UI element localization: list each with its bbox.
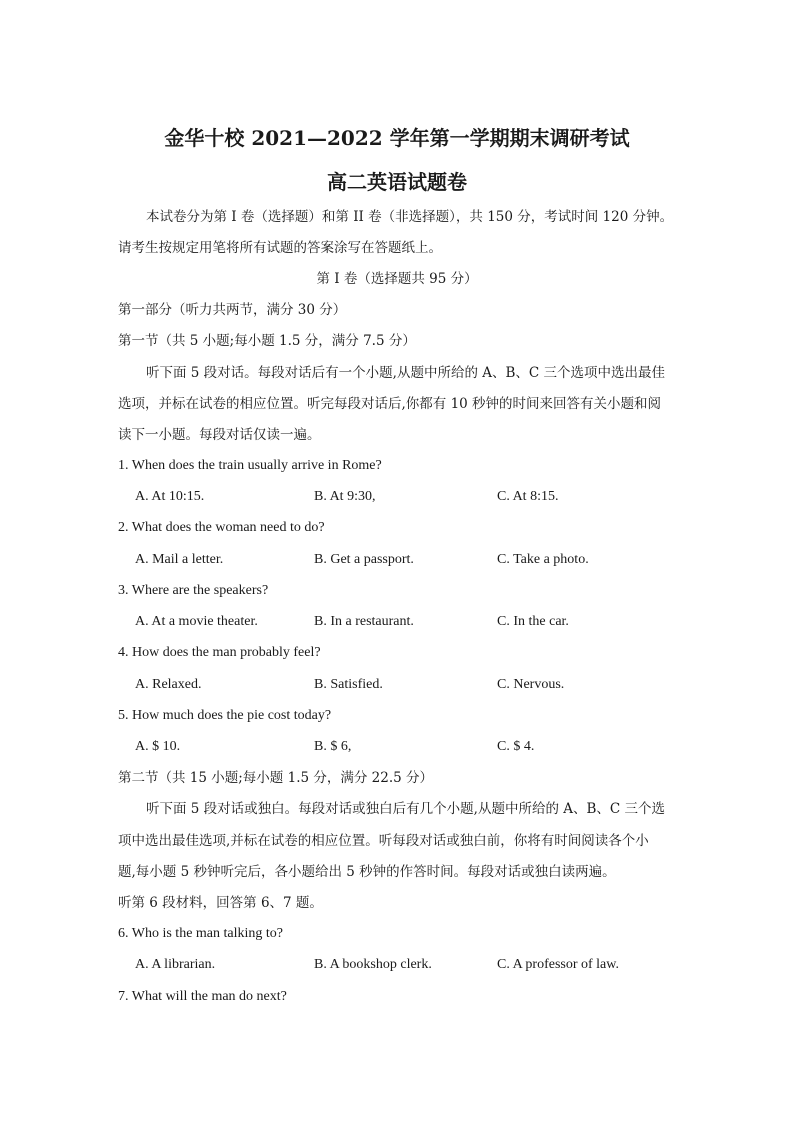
option-a: A. At a movie theater.: [135, 614, 258, 629]
option-c: C. A professor of law.: [497, 957, 619, 972]
option-c: C. $ 4.: [497, 739, 535, 754]
option-a: A. A librarian.: [135, 957, 216, 972]
section2-heading: 第二节（共 15 小题;每小题 1.5 分，满分 22.5 分）: [118, 770, 434, 786]
exam-title: 金华十校 2021—2022 学年第一学期期末调研考试: [164, 126, 630, 150]
option-b: B. In a restaurant.: [314, 614, 414, 629]
option-b: B. $ 6,: [314, 739, 352, 754]
section1-instruction-2: 选项，并标在试卷的相应位置。听完每段对话后,你都有 10 秒钟的时间来回答有关小题和阅: [118, 396, 662, 412]
option-a: A. Relaxed.: [135, 677, 202, 692]
question-stem: 4. How does the man probably feel?: [118, 645, 321, 660]
section2-instruction-3: 题,每小题 5 秒钟听完后，各小题给出 5 秒钟的作答时间。每段对话或独白读两遍。: [118, 864, 616, 880]
option-b: B. A bookshop clerk.: [314, 957, 432, 972]
question-stem: 7. What will the man do next?: [118, 989, 287, 1004]
exam-subtitle: 高二英语试题卷: [327, 170, 467, 194]
material-note: 听第 6 段材料，回答第 6、7 题。: [118, 895, 323, 911]
section2-instruction-1: 听下面 5 段对话或独白。每段对话或独白后有几个小题,从题中所给的 A、B、C 三个选: [146, 801, 666, 817]
option-a: A. At 10:15.: [135, 489, 205, 504]
section2-instruction-2: 项中选出最佳选项,并标在试卷的相应位置。听每段对话或独白前，你将有时间阅读各个小: [118, 833, 649, 849]
question-stem: 5. How much does the pie cost today?: [118, 708, 332, 723]
part1-heading: 第一部分（听力共两节，满分 30 分）: [118, 302, 347, 318]
option-c: C. At 8:15.: [497, 489, 559, 504]
option-b: B. Get a passport.: [314, 552, 414, 567]
section1-instruction-1: 听下面 5 段对话。每段对话后有一个小题,从题中所给的 A、B、C 三个选项中选出最佳: [146, 365, 666, 381]
question-stem: 6. Who is the man talking to?: [118, 926, 283, 941]
intro-line-1: 本试卷分为第 I 卷（选择题）和第 II 卷（非选择题），共 150 分，考试时间 120 分钟。: [146, 209, 674, 225]
question-stem: 1. When does the train usually arrive in Rome?: [118, 458, 382, 473]
option-c: C. Take a photo.: [497, 552, 589, 567]
question-stem: 3. Where are the speakers?: [118, 583, 269, 598]
option-a: A. Mail a letter.: [135, 552, 224, 567]
intro-line-2: 请考生按规定用笔将所有试题的答案涂写在答题纸上。: [118, 240, 442, 256]
option-c: C. In the car.: [497, 614, 569, 629]
section1-instruction-3: 读下一小题。每段对话仅读一遍。: [118, 427, 321, 443]
option-b: B. Satisfied.: [314, 677, 383, 692]
option-b: B. At 9:30,: [314, 489, 376, 504]
question-stem: 2. What does the woman need to do?: [118, 520, 325, 535]
option-a: A. $ 10.: [135, 739, 181, 754]
volume1-heading: 第 I 卷（选择题共 95 分）: [316, 271, 478, 287]
option-c: C. Nervous.: [497, 677, 565, 692]
section1-heading: 第一节（共 5 小题;每小题 1.5 分，满分 7.5 分）: [118, 333, 416, 349]
